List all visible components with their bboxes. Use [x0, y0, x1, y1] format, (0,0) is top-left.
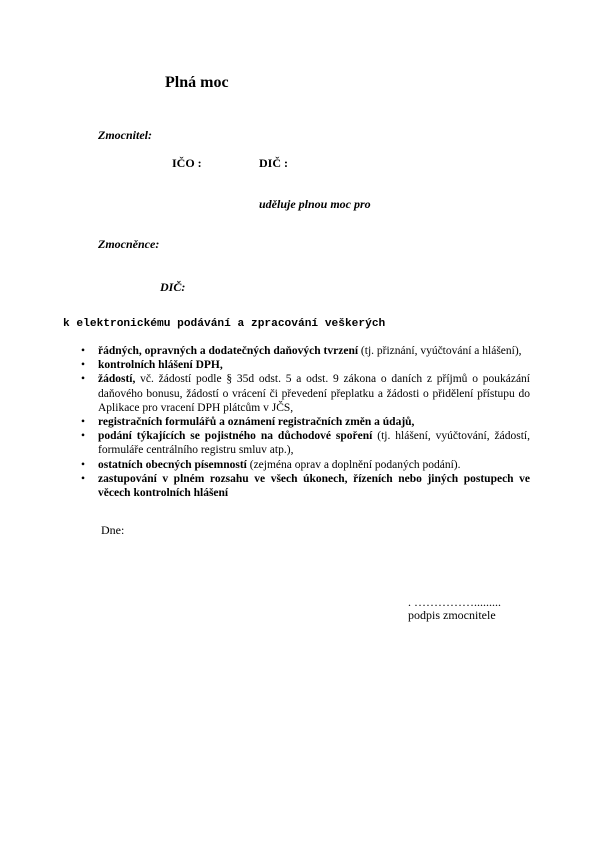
list-item [81, 458, 530, 472]
item-bold: podání týkajících se pojistného na důchodové spoření [98, 430, 373, 443]
bullet-icon: • [81, 472, 86, 485]
item-bold: registračních formulářů a oznámení registračních změn a údajů, [98, 416, 415, 429]
item-rest: (zejména oprav a doplnění podaných podání). [246, 458, 461, 471]
date-label: Dne: [101, 523, 125, 537]
document-title: Plná moc [165, 74, 229, 91]
item-bold: kontrolních hlášení DPH, [98, 359, 223, 372]
zmocnenec-label: Zmocněnce: [98, 237, 160, 251]
bullet-icon: • [81, 359, 86, 372]
items-list [81, 344, 530, 500]
item-rest: (tj. přiznání, vyúčtování a hlášení), [358, 345, 522, 357]
ico-label: IČO : [172, 156, 202, 170]
list-item [81, 358, 530, 372]
grant-text: uděluje plnou moc pro [259, 197, 371, 211]
intro-text: k elektronickému podávání a zpracování veškerých [63, 318, 386, 330]
list-item [81, 415, 530, 429]
item-bold: řádných, opravných a dodatečných daňových tvrzení [98, 345, 359, 357]
bullet-icon: • [81, 430, 86, 443]
item-bold: žádostí, [98, 373, 136, 386]
signature-label: podpis zmocnitele [408, 608, 496, 622]
bullet-icon: • [81, 373, 86, 386]
bullet-icon: • [81, 458, 86, 471]
dic2-label: DIČ: [160, 280, 186, 294]
item-rest: (tj. hlášení, vyúčtování, žádostí, formuláře centrálního registru smluv atp.), [98, 430, 530, 457]
list-item [81, 344, 530, 358]
item-bold: ostatních obecných písemností [98, 458, 247, 471]
bullet-icon: • [81, 416, 86, 429]
item-rest: vč. žádostí podle § 35d odst. 5 a odst. 9 zákona o daních z příjmů o poukázání daňového bonusu, žádostí o vrácení či převedení přeplatku a žádosti o přidělení přístupu do Aplikace pro vracení DPH plátcům v JČS, [98, 373, 530, 414]
list-item [81, 429, 530, 457]
zmocnitel-label: Zmocnitel: [98, 128, 152, 142]
item-bold: zastupování v plném rozsahu ve všech úkonech, řízeních nebo jiných postupech ve věcech kontrolních hlášení [98, 472, 530, 500]
bullet-icon: • [81, 345, 86, 357]
list-item [81, 372, 530, 415]
dic-label: DIČ : [259, 156, 288, 170]
list-item [81, 472, 530, 500]
signature-line: . ……………......... [408, 595, 501, 609]
